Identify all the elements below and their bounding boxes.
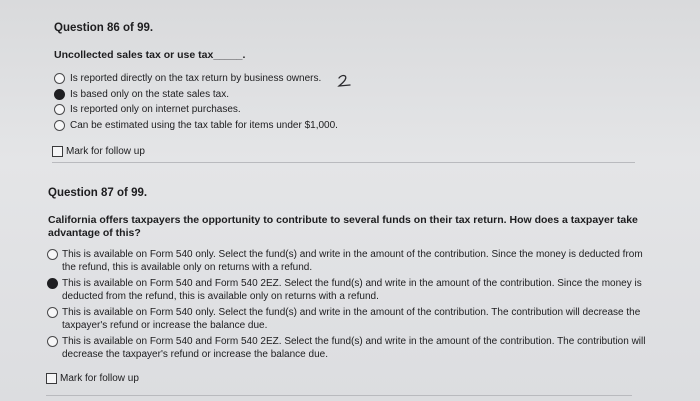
question-87 (46, 187, 656, 384)
radio-button[interactable] (47, 249, 58, 260)
answer-label: Is based only on the state sales tax. (70, 88, 229, 100)
radio-button[interactable] (47, 336, 58, 347)
divider (52, 162, 635, 163)
answer-label: Is reported directly on the tax return by business owners. (70, 73, 322, 84)
question-title: Question 87 of 99. (48, 187, 148, 199)
answer-label: Is reported only on internet purchases. (70, 104, 241, 115)
answer-option[interactable] (46, 277, 656, 303)
question-text: California offers taxpayers the opportunity to contribute to several funds on their tax return. How does a taxpayer take advantage of this? (48, 214, 638, 239)
radio-button-selected[interactable] (47, 278, 58, 289)
answer-label: This is available on Form 540 only. Select the fund(s) and write in the amount of the contribution. Since the money is deducted from the refund, this is available only on returns with a refund. (62, 249, 643, 273)
question-title: Question 86 of 99. (54, 22, 154, 34)
answer-option[interactable] (46, 306, 656, 332)
answer-option[interactable] (46, 335, 656, 361)
handwritten-mark-icon (336, 74, 358, 88)
question-text: Uncollected sales tax or use tax_____. (54, 49, 246, 61)
radio-button[interactable] (54, 120, 65, 131)
question-86 (52, 22, 652, 157)
answer-option[interactable] (52, 119, 652, 132)
mark-for-follow-up[interactable] (46, 373, 656, 384)
answer-option[interactable] (46, 248, 656, 274)
answer-label: This is available on Form 540 and Form 540 2EZ. Select the fund(s) and write in the amount of the contribution. The contribution will decrease the taxpayer's refund or increase the balance due. (62, 336, 646, 360)
mark-label: Mark for follow up (60, 373, 139, 384)
divider (46, 395, 632, 396)
answer-option[interactable] (52, 88, 652, 101)
answer-option[interactable] (52, 103, 652, 116)
follow-up-checkbox[interactable] (52, 146, 63, 157)
radio-button[interactable] (54, 104, 65, 115)
answer-label: This is available on Form 540 and Form 540 2EZ. Select the fund(s) and write in the amount of the contribution. Since the money is deducted from the refund, this is available only on returns with a refund. (62, 278, 642, 302)
radio-button[interactable] (54, 73, 65, 84)
follow-up-checkbox[interactable] (46, 373, 57, 384)
mark-for-follow-up[interactable] (52, 146, 652, 157)
radio-button[interactable] (47, 307, 58, 318)
mark-label: Mark for follow up (66, 145, 145, 157)
radio-button-selected[interactable] (54, 89, 65, 100)
answer-label: This is available on Form 540 only. Select the fund(s) and write in the amount of the contribution. The contribution will decrease the taxpayer's refund or increase the balance due. (62, 307, 641, 331)
answer-label: Can be estimated using the tax table for items under $1,000. (70, 119, 338, 131)
